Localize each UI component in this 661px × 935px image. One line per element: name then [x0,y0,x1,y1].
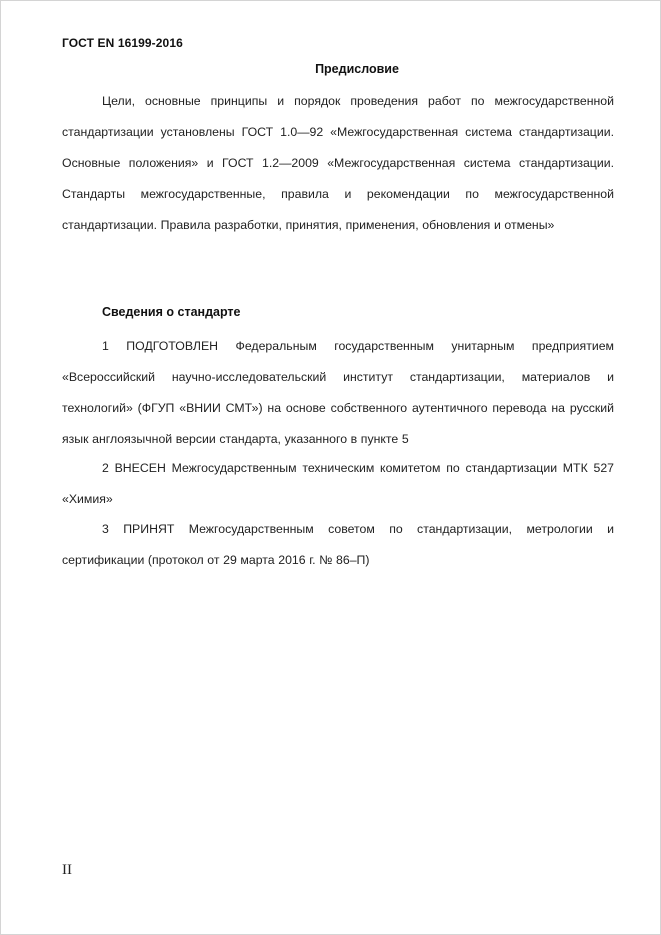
standard-info-heading: Сведения о стандарте [102,305,241,319]
standard-info-item-3: 3 ПРИНЯТ Межгосударственным советом по стандартизации, метрологии и сертификации (протокол от 29 марта 2016 г. № 86–П) [62,522,614,567]
page-number: II [62,862,72,878]
foreword-paragraph: Цели, основные принципы и порядок проведения работ по межгосударственной стандартизации установлены ГОСТ 1.0—92 «Межгосударственная система стандартизации. Основные положения» и ГОСТ 1.2—2009 «Межгосударственная система стандартизации. Стандарты межгосударственные, правила и рекомендации по межгосударственной стандартизации. Правила разработки, принятия, применения, обновления и отмены» [62,94,614,232]
standard-info-item-2: 2 ВНЕСЕН Межгосударственным техническим комитетом по стандартизации МТК 527 «Химия» [62,461,614,506]
foreword-title: Предисловие [315,62,399,76]
standard-info-item-1: 1 ПОДГОТОВЛЕН Федеральным государственным унитарным предприятием «Всероссийский научно-исследовательский институт стандартизации, материалов и технологий» (ФГУП «ВНИИ СМТ») на основе собственного аутентичного перевода на русский язык англоязычной версии стандарта, указанного в пункте 5 [62,339,614,446]
document-code: ГОСТ EN 16199-2016 [62,36,183,50]
